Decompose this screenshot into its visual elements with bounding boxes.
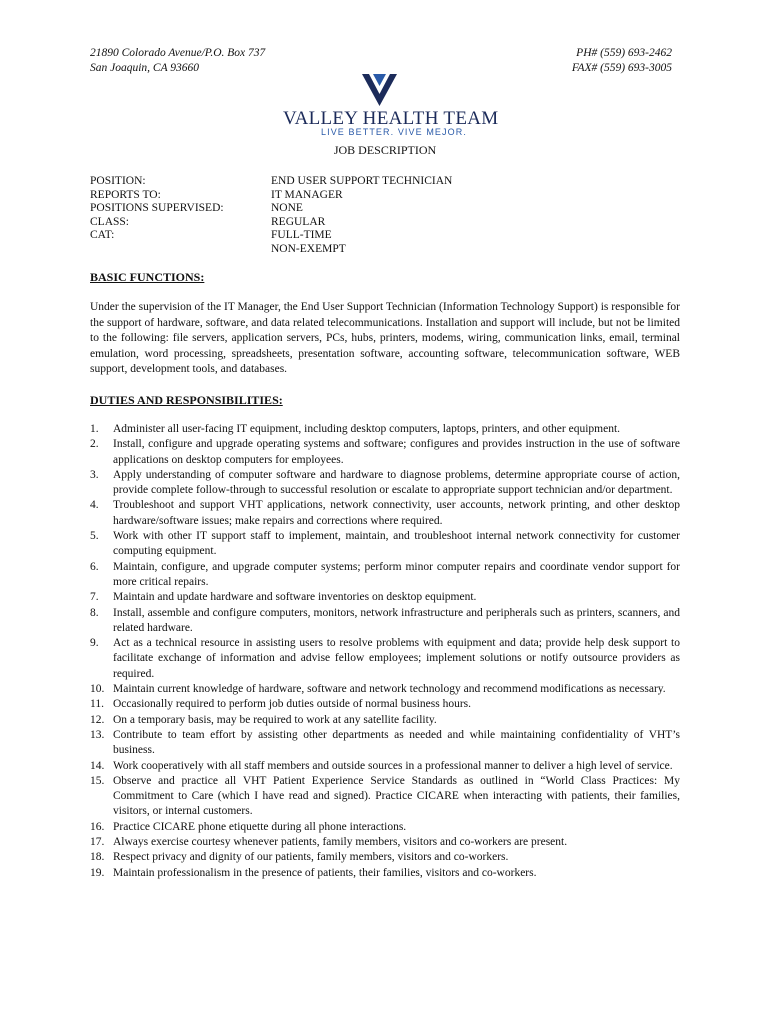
- duty-text: Maintain professionalism in the presence of patients, their families, visitors and co-workers.: [113, 866, 537, 879]
- duty-number: 6.: [90, 560, 99, 573]
- detail-row: [90, 216, 452, 230]
- duty-number: 11.: [90, 698, 104, 711]
- basic-functions-text: Under the supervision of the IT Manager, the End User Support Technician (Information Technology Support) is responsible for the support of hardware, software, and data related telecommunications. Installation and support will include, but not be limited to the following: file servers, application servers, PCs, hubs, printers, modems, wiring, communication links, email, terminal emulation, word processing, spreadsheets, presentation software, accounting software, telecommunication software, WEB support, development tools, and databases.: [90, 301, 680, 376]
- duty-number: 17.: [90, 836, 105, 849]
- detail-row: [90, 189, 452, 203]
- duty-number: 14.: [90, 759, 105, 772]
- duty-text: Observe and practice all VHT Patient Experience Service Standards as outlined in “World Class Practices: My Commitment to Care (which I have read and signed). Practice CICARE when interacting with patients, their families, visitors, or internal customers.: [113, 774, 680, 818]
- contact-block: [572, 46, 672, 76]
- detail-value: FULL-TIME: [271, 229, 332, 242]
- detail-label: REPORTS TO:: [90, 188, 161, 201]
- detail-label: CAT:: [90, 229, 115, 242]
- duty-text: Maintain and update hardware and software inventories on desktop equipment.: [113, 591, 477, 604]
- detail-row: [90, 243, 452, 257]
- address-block: [90, 46, 265, 76]
- detail-value: REGULAR: [271, 215, 326, 228]
- duty-number: 4.: [90, 499, 99, 512]
- duty-number: 15.: [90, 774, 105, 787]
- duty-number: 18.: [90, 851, 105, 864]
- duty-item: [90, 636, 680, 682]
- detail-label: CLASS:: [90, 215, 129, 228]
- duty-item: [90, 422, 680, 437]
- duty-text: Act as a technical resource in assisting users to resolve problems with equipment and data; provide help desk support to facilitate exchange of information and advise fellow employees; implement solutions or notify outsource providers as required.: [113, 637, 680, 680]
- duty-number: 7.: [90, 591, 99, 604]
- duty-item: [90, 606, 680, 637]
- duty-number: 8.: [90, 606, 99, 619]
- duty-item: [90, 835, 680, 850]
- duty-number: 9.: [90, 637, 99, 650]
- duty-text: Always exercise courtesy whenever patients, family members, visitors and co-workers are present.: [113, 836, 568, 849]
- detail-value: NON-EXEMPT: [271, 242, 346, 255]
- duty-text: Install, assemble and configure computers, monitors, network infrastructure and peripherals such as printers, scanners, and related hardware.: [113, 606, 680, 634]
- detail-row: [90, 229, 452, 243]
- position-details: [90, 175, 452, 257]
- duty-item: [90, 560, 680, 591]
- duty-number: 5.: [90, 530, 99, 543]
- duty-number: 13.: [90, 728, 105, 741]
- duty-item: [90, 437, 680, 468]
- duty-item: [90, 866, 680, 881]
- duty-number: 12.: [90, 713, 105, 726]
- detail-value: IT MANAGER: [271, 188, 343, 201]
- duty-text: Administer all user-facing IT equipment, including desktop computers, laptops, printers, and other equipment.: [113, 423, 621, 435]
- duty-number: 16.: [90, 820, 105, 833]
- duty-text: Work cooperatively with all staff members and outside sources in a professional manner to deliver a high level of service.: [113, 759, 673, 772]
- detail-label: [90, 243, 271, 257]
- duty-item: [90, 713, 680, 728]
- fax-number: FAX# (559) 693-3005: [571, 62, 672, 74]
- duty-item: [90, 682, 680, 697]
- detail-row: [90, 175, 452, 189]
- duty-text: Maintain current knowledge of hardware, software and network technology and recommend modifications as necessary.: [113, 683, 666, 696]
- detail-label: POSITIONS SUPERVISED:: [90, 202, 224, 215]
- duty-item: [90, 468, 680, 499]
- duty-item: [90, 697, 680, 712]
- duty-number: 2.: [90, 438, 99, 451]
- duty-text: Install, configure and upgrade operating systems and software; configures and provides instruction in the use of software applications on desktop computers for employees.: [113, 438, 680, 466]
- detail-value: NONE: [271, 202, 303, 215]
- document-title: JOB DESCRIPTION: [333, 143, 437, 157]
- duty-item: [90, 728, 680, 759]
- duty-number: 19.: [90, 866, 105, 879]
- duties-heading: DUTIES AND RESPONSIBILITIES:: [90, 393, 283, 407]
- detail-row: [90, 202, 452, 216]
- duty-number: 10.: [90, 683, 105, 696]
- duty-item: [90, 850, 680, 865]
- duty-item: [90, 498, 680, 529]
- detail-label: POSITION:: [90, 175, 146, 187]
- duties-list: [90, 422, 680, 881]
- duty-number: 1.: [90, 423, 99, 435]
- duty-item: [90, 820, 680, 835]
- logo-wordmark: VALLEY HEALTH TEAM: [283, 108, 499, 129]
- logo-tagline: LIVE BETTER. VIVE MEJOR.: [321, 127, 467, 137]
- duty-number: 3.: [90, 468, 99, 481]
- duty-item: [90, 529, 680, 560]
- basic-functions-heading: BASIC FUNCTIONS:: [90, 270, 205, 284]
- duty-text: Practice CICARE phone etiquette during all phone interactions.: [113, 820, 407, 833]
- duty-text: Apply understanding of computer software and hardware to diagnose problems, determine appropriate course of action, provide complete follow-through to successful resolution or escalate to appropriate support technician and/or department.: [113, 468, 680, 497]
- duty-item: [90, 774, 680, 820]
- duty-item: [90, 590, 680, 605]
- detail-value: END USER SUPPORT TECHNICIAN: [271, 175, 453, 187]
- duty-text: On a temporary basis, may be required to work at any satellite facility.: [113, 713, 437, 726]
- duty-text: Work with other IT support staff to implement, maintain, and troubleshoot internal network connectivity for customer computing equipment.: [113, 530, 680, 558]
- phone-number: PH# (559) 693-2462: [576, 47, 672, 59]
- duty-text: Troubleshoot and support VHT applications, network connectivity, user accounts, network printing, and other desktop hardware/software issues; make repairs and corrections where required.: [113, 499, 680, 527]
- duty-text: Contribute to team effort by assisting other departments as needed and while maintaining confidentiality of VHT’s business.: [113, 728, 680, 757]
- address-line-1: 21890 Colorado Avenue/P.O. Box 737: [90, 47, 266, 59]
- duty-text: Occasionally required to perform job duties outside of normal business hours.: [113, 698, 472, 711]
- duty-text: Maintain, configure, and upgrade computer systems; perform minor computer repairs and coordinate vendor support for more critical repairs.: [113, 560, 680, 588]
- duty-item: [90, 759, 680, 774]
- duty-text: Respect privacy and dignity of our patients, family members, visitors and co-workers.: [113, 851, 509, 864]
- address-line-2: San Joaquin, CA 93660: [90, 62, 200, 74]
